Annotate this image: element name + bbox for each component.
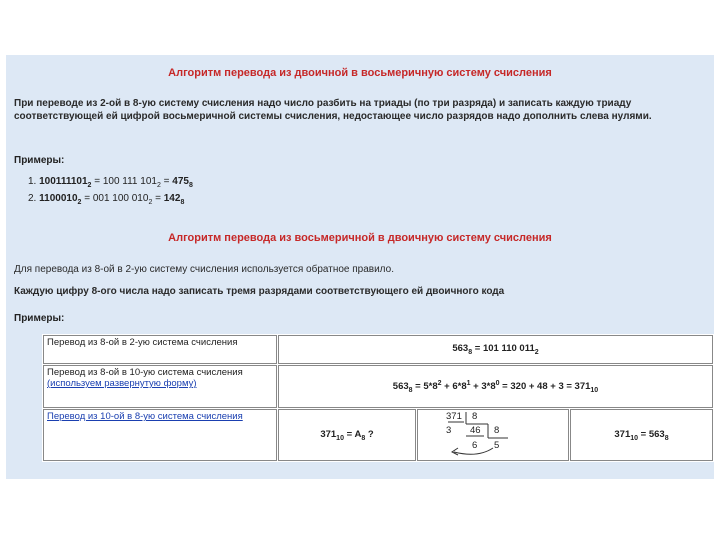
table-row bbox=[43, 365, 713, 408]
example-2: 2. $1100010_2 = 001$ 100 $010_2 = 142_8$ bbox=[28, 193, 185, 206]
heading-bin-to-oct: Алгоритм перевода из двоичной в восьмеричную систему счисления bbox=[168, 67, 552, 79]
rule-bin-to-oct: При переводе из 2-ой в 8-ую систему счисления надо число разбить на триады (по три разряда) и записать каждую триаду соответствующей ей цифрой восьмеричной системы счисления, недостающее число разрядов надо дополнить слева нулями. bbox=[14, 98, 652, 122]
row1-label: Перевод из 8-ой в 2-ую система счисления bbox=[43, 335, 277, 364]
row3-question: $371_{10} = A_8$ ? bbox=[278, 409, 416, 461]
heading-oct-to-bin: Алгоритм перевода из восьмеричной в двоичную систему счисления bbox=[168, 232, 552, 244]
rule-oct-to-bin: Каждую цифру 8-ого числа надо записать тремя разрядами соответствующего ей двоичного кода bbox=[14, 286, 505, 297]
table-row bbox=[43, 335, 713, 364]
row2-formula: $563_8 = 5*8^2 + 6*8^1 + 3*8^0 = 320 + 48 + 3 = 371_{10}$ bbox=[278, 365, 713, 408]
intro-oct-to-bin: Для перевода из 8-ой в 2-ую систему счисления используется обратное правило. bbox=[14, 264, 394, 275]
expanded-form-link[interactable]: (используем развернутую форму) bbox=[47, 377, 197, 389]
row3-result: $371_{10} = 563_8$ bbox=[570, 409, 713, 461]
dec-to-oct-link[interactable]: Перевод из 10-ой в 8-ую система счисления bbox=[47, 411, 243, 423]
examples-label-1: Примеры: bbox=[14, 155, 65, 166]
row1-formula: $563_8 = 101$ 110 $011_2$ bbox=[278, 335, 713, 364]
division-lines bbox=[418, 410, 568, 460]
examples-label-2: Примеры: bbox=[14, 313, 65, 324]
row2-label: Перевод из 8-ой в 10-ую система счисления (используем развернутую форму) bbox=[43, 365, 277, 408]
long-division: 371 8 3 46 8 6 5 bbox=[417, 409, 569, 461]
content-panel bbox=[6, 55, 714, 479]
examples-table bbox=[42, 334, 714, 462]
example-1: 1. $100111101_2 = 100$ 111 $101_2 = 475_8$ bbox=[28, 176, 193, 189]
table-row bbox=[43, 409, 713, 461]
row3-label bbox=[43, 409, 277, 461]
